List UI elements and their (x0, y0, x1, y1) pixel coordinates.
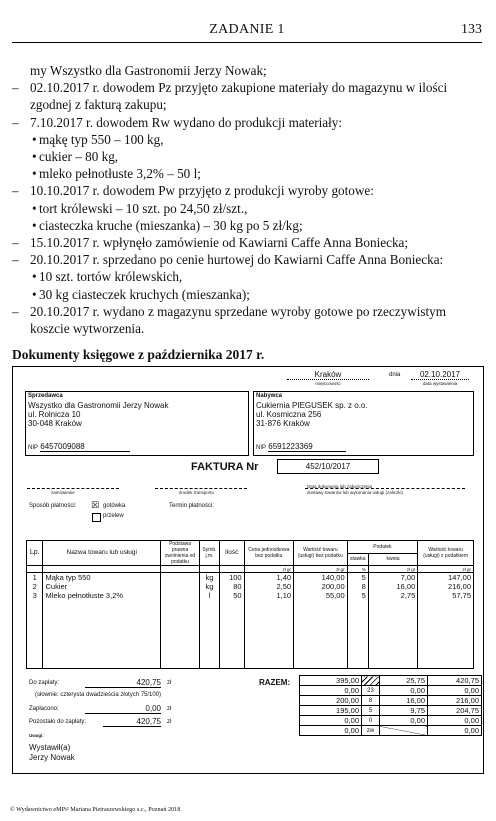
term-label: Termin płatności: (169, 503, 215, 509)
issuer-label: Wystawił(a) (29, 743, 71, 752)
invoice-date: 02.10.2017 (411, 370, 469, 380)
col-net: Wartość towaru (usługi) bez podatku (294, 541, 348, 566)
cell-qty: 80 (219, 582, 244, 591)
buyer-nip: 6591223369 (268, 442, 346, 452)
dash-line: – 10.10.2017 r. dowodem Pw przyjęto z produkcji wyroby gotowe: (12, 182, 484, 199)
to-pay-value: 420,75 (85, 678, 161, 688)
unit-row (27, 566, 474, 573)
razem-label: RAZEM: (259, 678, 291, 687)
col-qty: Ilość (219, 541, 244, 566)
col-lp: Lp. (27, 541, 43, 566)
footer-copyright: © Wydawnictwo eMPi² Mariana Pietraszewskiego s.c., Poznań 2018 (10, 806, 181, 813)
notes-label: Uwagi: (29, 733, 44, 738)
col-amount: kwota (368, 553, 417, 566)
transfer-label: przelew (103, 513, 124, 519)
total-amount: 25,75 (380, 676, 428, 686)
dash-line: – 7.10.2017 r. dowodem Rw wydano do produkcji materiały: (12, 114, 484, 131)
cell-unit: kg (200, 582, 220, 591)
seller-city: 30-048 Kraków (28, 419, 82, 428)
seller-nip: 6457009088 (40, 442, 130, 452)
page-number: 133 (461, 22, 482, 37)
cell-amount: 7,00 (368, 573, 417, 583)
issuer-name: Jerzy Nowak (29, 753, 75, 762)
text-line: zgodnej z fakturą zakupu; (30, 97, 167, 113)
table-row (27, 591, 474, 600)
to-pay-zl: zł (167, 680, 172, 686)
summary-net: 0,00 (300, 686, 362, 696)
transfer-checkbox[interactable] (92, 513, 101, 522)
cell-unit: l (200, 591, 220, 600)
page-header (12, 22, 482, 42)
summary-amount (380, 726, 428, 736)
seller-street: ul. Rolnicza 10 (28, 410, 81, 419)
summary-gross: 0,00 (428, 716, 482, 726)
col-price: Cena jednostkowa bez podatku (244, 541, 293, 566)
bullet-line: • cukier – 80 kg, (12, 148, 484, 165)
delivery-label-2: dostawy towarów lub wykonania usługi (zaliczki) (307, 490, 404, 495)
cell-net: 140,00 (294, 573, 348, 583)
bullet-line: • ciasteczka kruche (mieszanka) – 30 kg po 5 zł/kg; (12, 217, 484, 234)
col-name: Nazwa towaru lub usługi (43, 541, 160, 566)
buyer-street: ul. Kosmiczna 256 (256, 410, 322, 419)
page-title: ZADANIE 1 (209, 22, 285, 37)
col-rate: stawka (347, 553, 368, 566)
seller-nip-label: NIP (28, 445, 39, 451)
cell-rate: 5 (347, 573, 368, 583)
unit-net: zł gr (294, 566, 348, 573)
issuer-block (29, 743, 75, 763)
unit-amount: zł gr (368, 566, 417, 573)
cell-rate: 5 (347, 591, 368, 600)
place-label: miejscowość (315, 381, 341, 386)
table-row (27, 582, 474, 591)
total-gross: 420,75 (428, 676, 482, 686)
header-rule (12, 42, 482, 43)
order-label: zamówienie (51, 490, 75, 495)
delivery-line (305, 488, 465, 489)
summary-net: 0,00 (300, 716, 362, 726)
summary-rate: 23 (362, 686, 380, 696)
remaining-label: Pozostało do zapłaty: (29, 719, 87, 725)
col-tax: Podatek (347, 541, 418, 554)
seller-nip-row (28, 442, 130, 452)
bullet-line: • tort królewski – 10 szt. po 24,50 zł/szt., (12, 200, 484, 217)
invoice-document (12, 366, 484, 774)
amount-words: (słownie: czterysta dwadzieścia złotych 75/100) (35, 692, 162, 698)
date-label: data wystawienia (422, 381, 458, 386)
summary-rate: 8 (362, 696, 380, 706)
seller-box (25, 391, 249, 456)
cell-gross: 57,75 (418, 591, 474, 600)
summary-amount: 9,75 (380, 706, 428, 716)
summary-net: 0,00 (300, 726, 362, 736)
summary-rate: 5 (362, 706, 380, 716)
unit-price: zł gr (244, 566, 293, 573)
payment-label: Sposób płatności: (29, 503, 77, 509)
cell-lp: 1 (27, 573, 43, 583)
text-line: my Wszystko dla Gastronomii Jerzy Nowak; (30, 63, 267, 78)
task-text (12, 62, 484, 337)
buyer-city: 31-876 Kraków (256, 419, 310, 428)
rate-summary-row (300, 696, 482, 706)
total-rate-hatched (362, 676, 380, 686)
section-title: Dokumenty księgowe z października 2017 r. (12, 347, 265, 362)
cell-qty: 100 (219, 573, 244, 583)
dash-line: – 20.10.2017 r. sprzedano po cenie hurtowej do Kawiarni Caffe Anna Boniecka: (12, 251, 484, 268)
buyer-nip-row (256, 442, 346, 452)
dash-line: – 15.10.2017 r. wpłynęło zamówienie od Kawiarni Caffe Anna Boniecka; (12, 234, 484, 251)
cell-unit: kg (200, 573, 220, 583)
cell-name: Cukier (43, 582, 160, 591)
summary-amount: 16,00 (380, 696, 428, 706)
cell-amount: 16,00 (368, 582, 417, 591)
table-filler (27, 600, 474, 668)
dnia-label: dnia (389, 372, 401, 378)
rate-summary-row (300, 716, 482, 726)
col-gross: Wartość towaru (usługi) z podatkiem (418, 541, 474, 566)
summary-rate: 0 (362, 716, 380, 726)
cell-qty: 50 (219, 591, 244, 600)
to-pay-label: Do zapłaty: (29, 680, 60, 686)
cell-price: 1,40 (244, 573, 293, 583)
cell-lp: 3 (27, 591, 43, 600)
cell-price: 2,50 (244, 582, 293, 591)
text-line: koszcie wytworzenia. (30, 321, 145, 337)
rate-summary-row (300, 686, 482, 696)
cell-amount: 2,75 (368, 591, 417, 600)
buyer-nip-label: NIP (256, 445, 267, 451)
transport-label: środek transportu (179, 490, 215, 495)
dash-line: – 20.10.2017 r. wydano z magazynu sprzedane wyroby gotowe po rzeczywistym (12, 303, 484, 320)
cell-price: 1,10 (244, 591, 293, 600)
invoice-place: Kraków (287, 370, 369, 380)
cash-checkbox[interactable]: ☒ (91, 500, 100, 510)
cell-gross: 147,00 (418, 573, 474, 583)
summary-gross: 0,00 (428, 726, 482, 736)
remaining-zl: zł (167, 719, 172, 725)
bullet-line: • 10 szt. tortów królewskich, (12, 268, 484, 285)
col-pkwiu: Podstawa prawna zwolnienia od podatku (160, 541, 199, 566)
buyer-address (256, 401, 368, 428)
razem-row (300, 676, 482, 686)
unit-rate: % (347, 566, 368, 573)
col-unit: Symb. j.m. (200, 541, 220, 566)
buyer-label: Nabywca (256, 393, 283, 399)
cell-net: 55,00 (294, 591, 348, 600)
summary-gross: 216,00 (428, 696, 482, 706)
summary-amount: 0,00 (380, 686, 428, 696)
paid-value: 0,00 (85, 704, 161, 714)
cell-lp: 2 (27, 582, 43, 591)
bullet-line: • 30 kg ciasteczek kruchych (mieszanka); (12, 286, 484, 303)
buyer-box (253, 391, 474, 456)
seller-label: Sprzedawca (28, 393, 63, 399)
summary-rate: zw (362, 726, 380, 736)
remaining-value: 420,75 (103, 717, 161, 727)
rate-summary-row (300, 706, 482, 716)
summary-net: 195,00 (300, 706, 362, 716)
buyer-name: Cukiernia PIEGUSEK sp. z o.o. (256, 401, 368, 410)
bullet-line: • mąkę typ 550 – 100 kg, (12, 131, 484, 148)
summary-gross: 0,00 (428, 686, 482, 696)
totals-table (299, 675, 482, 736)
summary-net: 200,00 (300, 696, 362, 706)
seller-name: Wszystko dla Gastronomii Jerzy Nowak (28, 401, 169, 410)
unit-gross: zł gr (418, 566, 474, 573)
cell-gross: 216,00 (418, 582, 474, 591)
dash-line: – 02.10.2017 r. dowodem Pz przyjęto zakupione materiały do magazynu w ilości (12, 79, 484, 96)
delivery-label-1: Data dokonania lub zakończenia (307, 484, 373, 489)
cell-rate: 8 (347, 582, 368, 591)
cell-net: 200,00 (294, 582, 348, 591)
table-row (27, 573, 474, 583)
cash-label: gotówka (103, 503, 126, 509)
order-line (27, 488, 119, 489)
summary-gross: 204,75 (428, 706, 482, 716)
invoice-number: 452/10/2017 (277, 459, 379, 474)
paid-label: Zapłacono: (29, 706, 59, 712)
rate-summary-row (300, 726, 482, 736)
seller-address (28, 401, 168, 428)
items-table (26, 540, 474, 669)
table-header (27, 541, 474, 554)
total-net: 395,00 (300, 676, 362, 686)
paid-zl: zł (167, 706, 172, 712)
cell-name: Mleko pełnotłuste 3,2% (43, 591, 160, 600)
summary-amount: 0,00 (380, 716, 428, 726)
bullet-line: • mleko pełnotłuste 3,2% – 50 l; (12, 165, 484, 182)
cell-name: Mąka typ 550 (43, 573, 160, 583)
transport-line (155, 488, 247, 489)
invoice-title: FAKTURA Nr (191, 461, 259, 473)
